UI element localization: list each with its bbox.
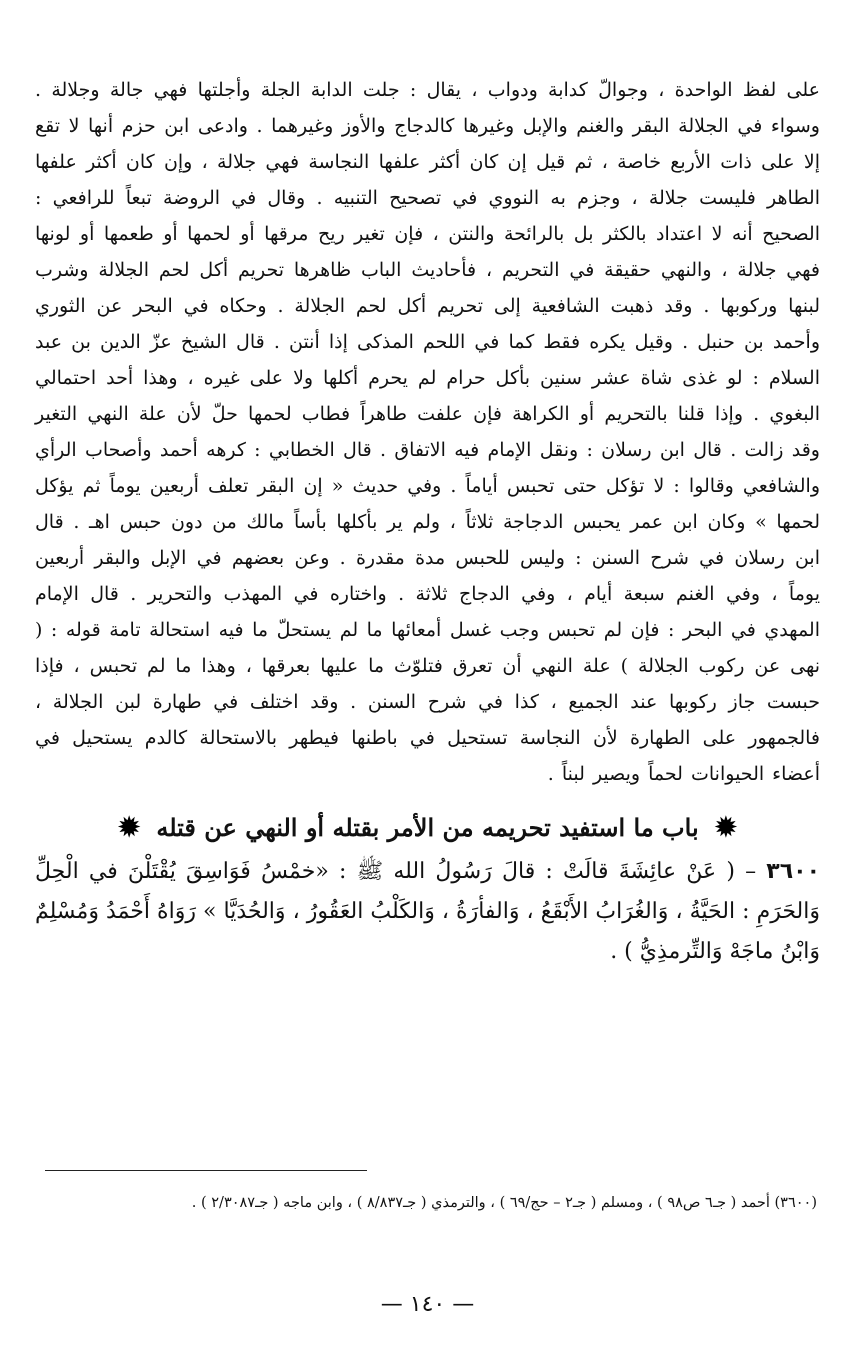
star-ornament-icon: ✹ (118, 813, 140, 843)
hadith-number: ٣٦٠٠ (766, 859, 820, 884)
hadith-text: – ( عَنْ عائِشَةَ قالَتْ : قالَ رَسُولُ الله ﷺ : «خمْسُ فَوَاسِقَ يُقْتَلْنَ في الْحِلِّ وَالحَرَمِ : الحَيَّةُ ، وَالغُرَابُ الأَبْقَعُ ، وَالفأرَةُ ، وَالكَلْبُ العَقُورُ ، وَالحُدَيَّا » رَوَاهُ أَحْمَدُ وَمُسْلِمٌ وَابْنُ ماجَهْ وَالتِّرمذِيُّ ) . (35, 859, 820, 964)
chapter-title: باب ما استفيد تحريمه من الأمر بقتله أو النهي عن قتله (156, 813, 699, 842)
footnote: (٣٦٠٠) أحمد ( جـ٦ ص٩٨ ) ، ومسلم ( جـ٢ – حج/٦٩ ) ، والترمذي ( جـ٨/٨٣٧ ) ، وابن ماجه ( جـ٢/٣٠٨٧ ) . (191, 1195, 817, 1211)
chapter-heading (35, 808, 820, 848)
footnote-divider (45, 1170, 367, 1171)
star-ornament-icon: ✹ (714, 813, 737, 843)
page-number: — ١٤٠ — (380, 1292, 475, 1317)
commentary-paragraph: على لفظ الواحدة ، وجوالّ كدابة ودواب ، يقال : جلت الدابة الجلة وأجلتها فهي جالة وجلالة . وسواء في الجلالة البقر والغنم والإبل وغيرها كالدجاج والأوز وغيرهما . وادعى ابن حزم أنها لا تقع إلا على ذات الأربع خاصة ، ثم قيل إن كان أكثر علفها النجاسة فهي جلالة ، وإن كان أكثر علفها الطاهر فليست جلالة ، وجزم به النووي في تصحيح التنبيه . وقال في الروضة تبعاً للرافعي : الصحيح أنه لا اعتداد بالكثر بل بالرائحة والنتن ، فإن تغير ريح مرقها أو لحمها أو طعمها أو لونها فهي جلالة ، والنهي حقيقة في التحريم ، فأحاديث الباب ظاهرها تحريم أكل لحم الجلالة وشرب لبنها وركوبها . وقد ذهبت الشافعية إلى تحريم أكل لحم الجلالة . وحكاه في البحر عن الثوري وأحمد بن حنبل . وقيل يكره فقط كما في اللحم المذكى إذا أنتن . قال الشيخ عزّ الدين بن عبد السلام : لو غذى شاة عشر سنين بأكل حرام لم يحرم أكلها ولا على غيره ، وهذا أحد احتمالي البغوي . وإذا قلنا بالتحريم أو الكراهة فإن علفت طاهراً فطاب لحمها حلّ لأن علة النهي التغير وقد زالت . قال ابن رسلان : ونقل الإمام فيه الاتفاق . قال الخطابي : كرهه أحمد وأصحاب الرأي والشافعي وقالوا : لا تؤكل حتى تحبس أياماً . وفي حديث « إن البقر تعلف أربعين يوماً ثم يؤكل لحمها » وكان ابن عمر يحبس الدجاجة ثلاثاً ، ولم ير بأكلها بأساً مالك من دون حبس اهـ . قال ابن رسلان في شرح السنن : وليس للحبس مدة مقدرة . وعن بعضهم في الإبل والبقر أربعين يوماً ، وفي الغنم سبعة أيام ، وفي الدجاج ثلاثة . واختاره في المهذب والتحرير . قال الإمام المهدي في البحر : فإن لم تحبس وجب غسل أمعائها ما لم يستحلّ ما فيه استحالة تامة قوله : ( نهى عن ركوب الجلالة ) علة النهي أن تعرق فتلوّث ما عليها بعرقها ، وهذا ما لم تحبس ، فإذا حبست جاز ركوبها عند الجميع ، كذا في شرح السنن . وقد اختلف في طهارة لبن الجلالة ، فالجمهور على الطهارة لأن النجاسة تستحيل في باطنها فيطهر بالاستحالة كالدم يستحيل في أعضاء الحيوانات لحماً ويصير لبناً . (35, 79, 821, 785)
hadith-paragraph (35, 852, 820, 972)
